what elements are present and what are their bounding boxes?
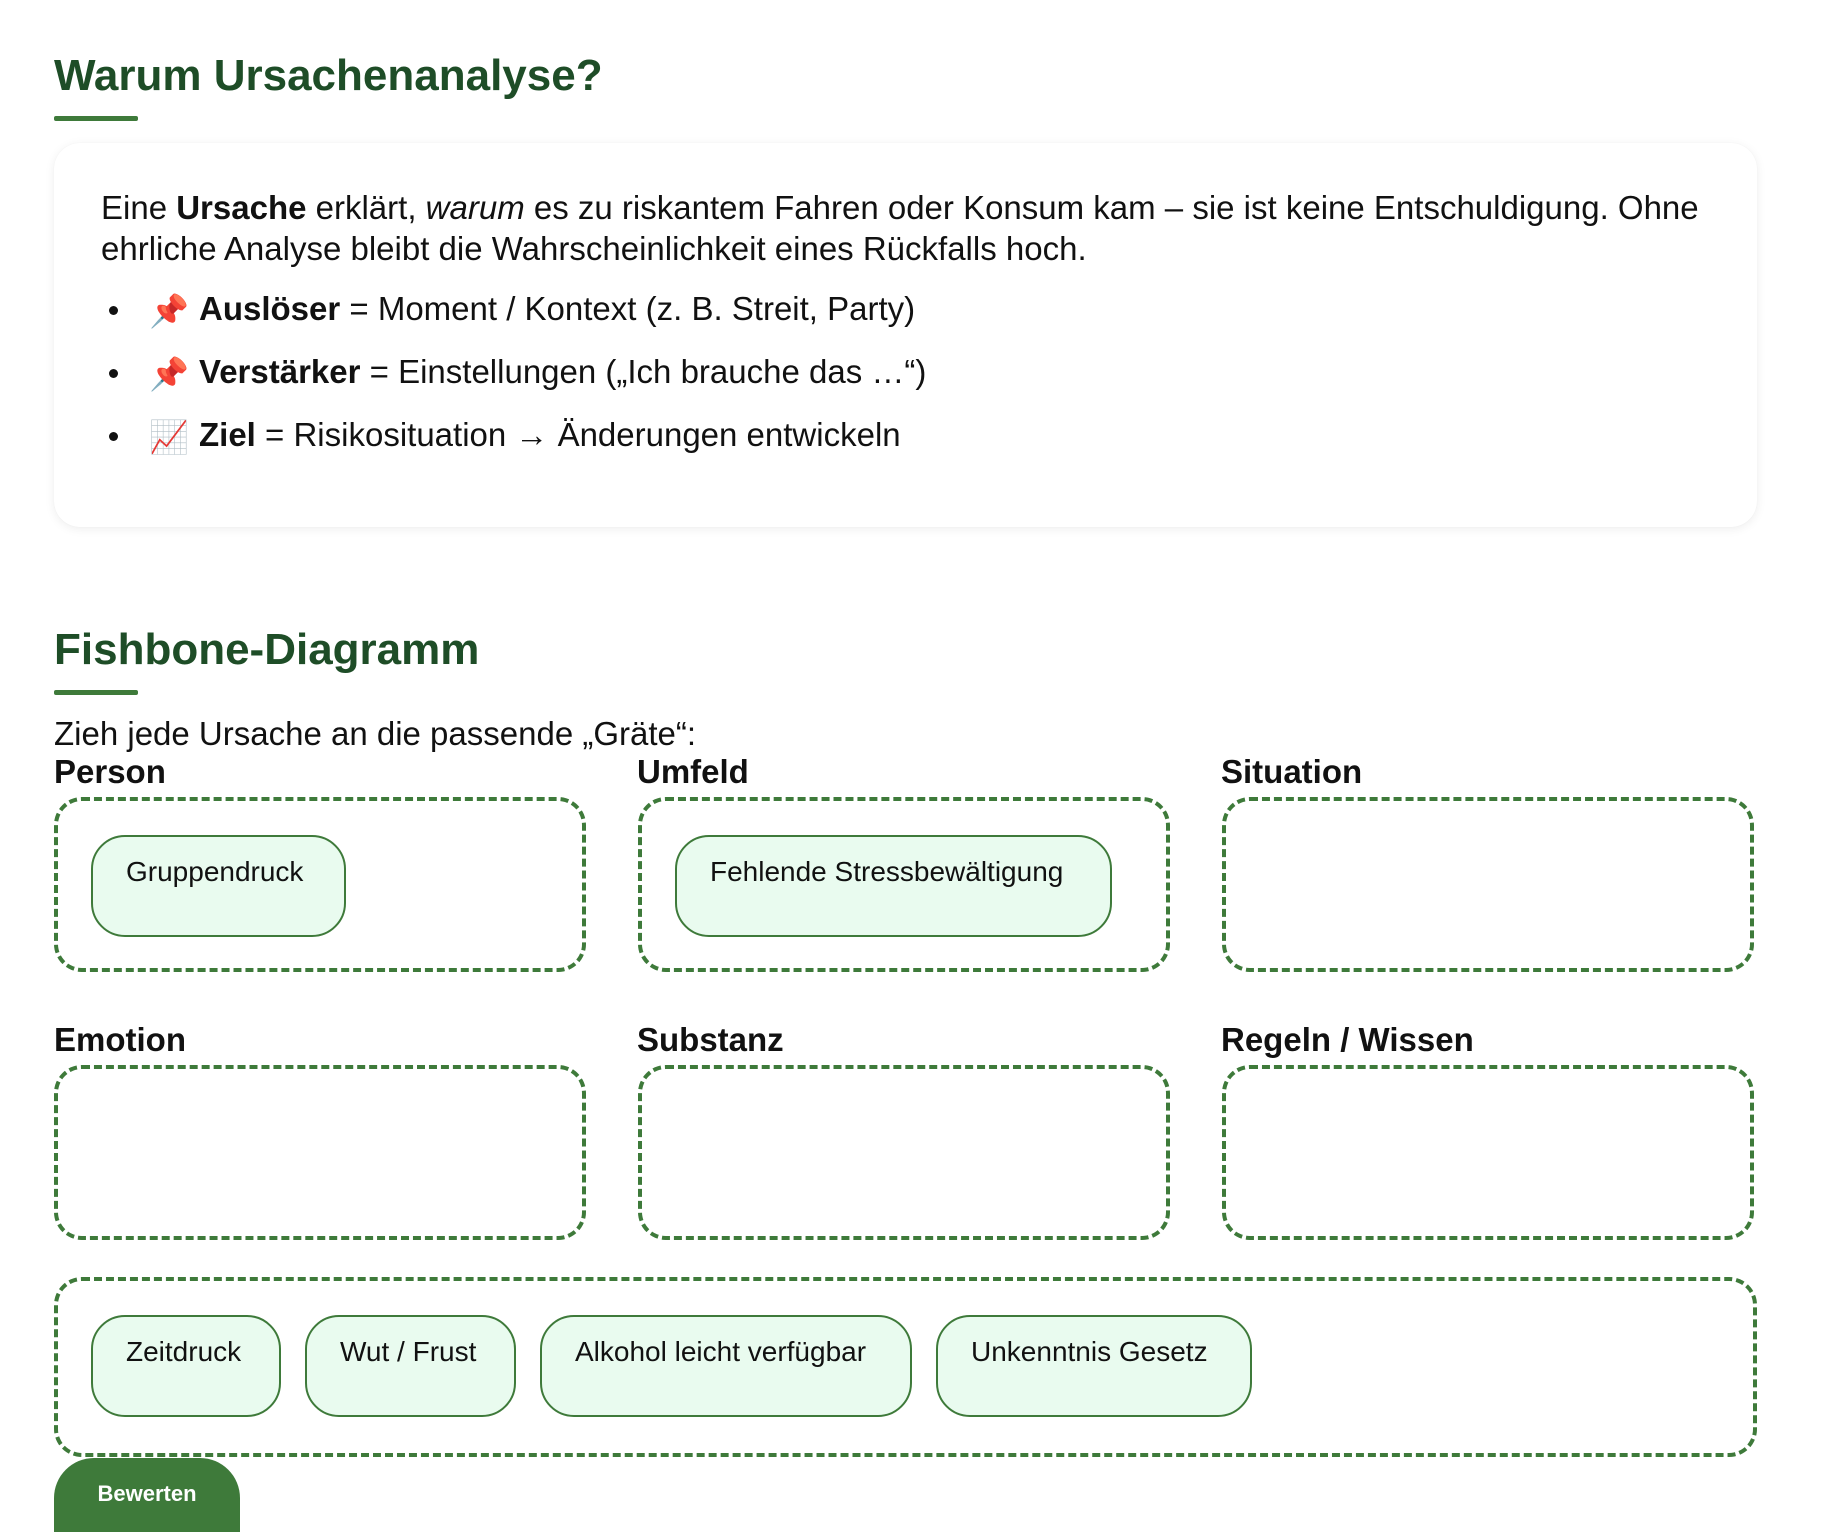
intro-text-part1: Eine <box>101 189 177 226</box>
term-label: Auslöser <box>199 290 341 327</box>
intro-text-italic: warum <box>425 189 525 226</box>
cause-chip-gruppendruck[interactable]: Gruppendruck <box>91 835 346 937</box>
term-description: = Moment / Kontext (z. B. Streit, Party) <box>340 290 916 327</box>
term-description: = Risikosituation → Änderungen entwickeln <box>255 416 901 453</box>
fishbone-section-title: Fishbone-Diagramm <box>54 625 480 674</box>
term-label: Verstärker <box>199 353 361 390</box>
bullet-dot <box>109 432 118 441</box>
drop-zone-umfeld[interactable] <box>638 797 1170 972</box>
cause-pool[interactable] <box>54 1277 1757 1457</box>
zone-label-person: Person <box>54 753 166 790</box>
term-description: = Einstellungen („Ich brauche das …“) <box>360 353 927 390</box>
drop-zone-substanz[interactable] <box>638 1065 1170 1240</box>
cause-chip-fehlende-stressbewaeltigung[interactable]: Fehlende Stressbewältigung <box>675 835 1112 937</box>
zone-label-substanz: Substanz <box>637 1021 784 1058</box>
drop-zone-emotion[interactable] <box>54 1065 586 1240</box>
term-label: Ziel <box>199 416 256 453</box>
chart-increasing-icon: 📈 <box>149 418 189 456</box>
cause-chip-alkohol-leicht-verfuegbar[interactable]: Alkohol leicht verfügbar <box>540 1315 912 1417</box>
drag-instruction: Zieh jede Ursache an die passende „Gräte“: <box>54 715 697 752</box>
intro-text-part2: erklärt, <box>306 189 426 226</box>
intro-title-underline <box>54 116 138 121</box>
intro-text-bold: Ursache <box>176 189 307 226</box>
evaluate-button[interactable]: Bewerten <box>54 1458 240 1532</box>
info-card <box>54 143 1757 527</box>
zone-label-regeln-wissen: Regeln / Wissen <box>1221 1021 1474 1058</box>
cause-chip-wut-frust[interactable]: Wut / Frust <box>305 1315 516 1417</box>
pushpin-icon: 📌 <box>149 355 189 393</box>
list-item-verstaerker <box>101 352 926 415</box>
cause-chip-unkenntnis-gesetz[interactable]: Unkenntnis Gesetz <box>936 1315 1252 1417</box>
intro-section-title: Warum Ursachenanalyse? <box>54 51 603 100</box>
drop-zone-situation[interactable] <box>1222 797 1754 972</box>
pushpin-icon: 📌 <box>149 292 189 330</box>
zone-label-emotion: Emotion <box>54 1021 186 1058</box>
cause-chip-zeitdruck[interactable]: Zeitdruck <box>91 1315 281 1417</box>
zone-label-situation: Situation <box>1221 753 1363 790</box>
list-item-ausloeser <box>101 289 926 352</box>
bullet-dot <box>109 306 118 315</box>
drop-zone-regeln-wissen[interactable] <box>1222 1065 1754 1240</box>
zone-label-umfeld: Umfeld <box>637 753 749 790</box>
intro-text-part3: es zu riskantem Fahren oder Konsum kam – sie ist keine Entschuldigung. Ohne ehrliche Analyse bleibt die Wahrscheinlichkeit eines Rückfalls hoch. <box>101 189 1699 267</box>
fishbone-title-underline <box>54 690 138 695</box>
drop-zone-person[interactable] <box>54 797 586 972</box>
list-item-ziel <box>101 415 926 478</box>
bullet-dot <box>109 369 118 378</box>
intro-paragraph <box>101 187 1741 269</box>
key-terms-list <box>101 289 926 478</box>
